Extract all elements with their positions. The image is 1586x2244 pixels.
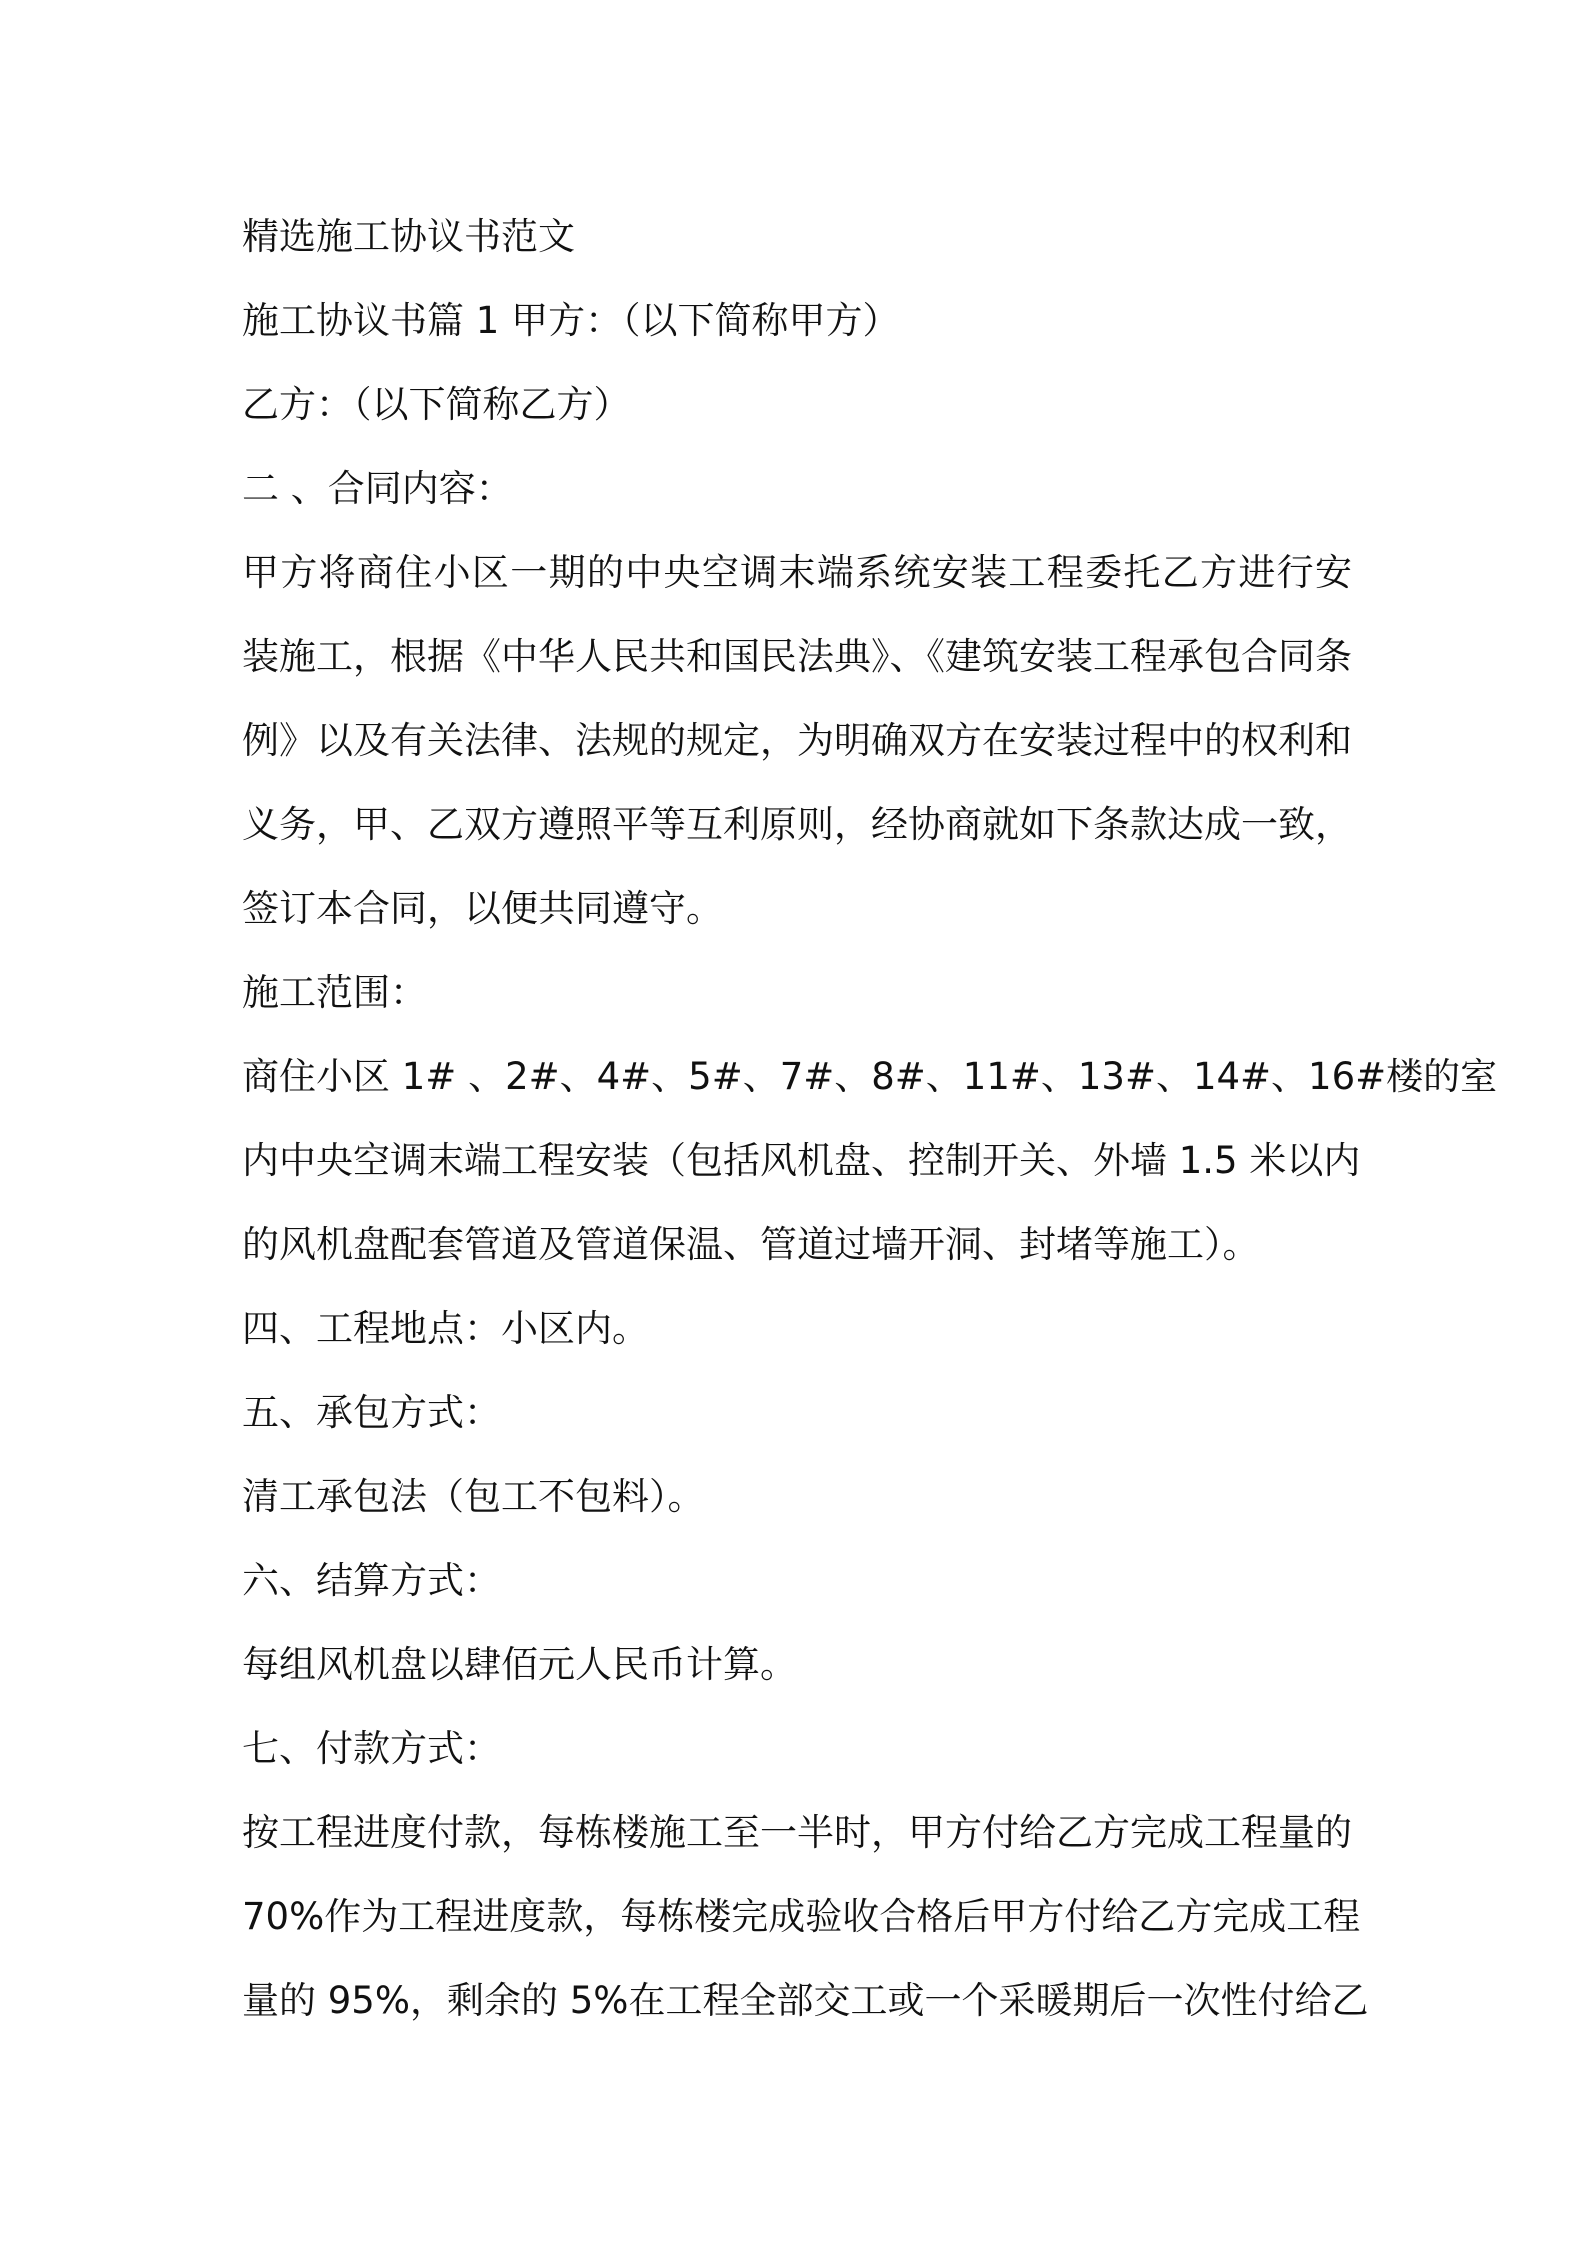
section-heading: 五、承包方式： [242,1391,501,1434]
paragraph-line: 清工承包法（包工不包料）。 [242,1475,705,1518]
section-heading: 二 、合同内容： [242,467,513,510]
paragraph-line: 甲方将商住小区一期的中央空调末端系统安装工程委托乙方进行安 [242,551,1352,594]
paragraph-line: 装施工，根据《中华人民共和国民法典》、《建筑安装工程承包合同条 [242,635,1352,678]
paragraph-line: 商住小区 1# 、2#、4#、5#、7#、8#、11#、13#、14#、16#楼的室 [242,1055,1498,1098]
paragraph-line: 按工程进度付款，每栋楼施工至一半时，甲方付给乙方完成工程量的 [242,1811,1352,1854]
paragraph-line: 施工协议书篇 1 甲方：（以下简称甲方） [242,299,900,342]
paragraph-line: 义务，甲、乙双方遵照平等互利原则，经协商就如下条款达成一致， [242,803,1352,846]
section-heading: 七、付款方式： [242,1727,501,1770]
paragraph-line: 70%作为工程进度款，每栋楼完成验收合格后甲方付给乙方完成工程 [242,1895,1361,1938]
paragraph-line: 每组风机盘以肆佰元人民币计算。 [242,1643,797,1686]
paragraph-line: 乙方：（以下简称乙方） [242,383,631,426]
section-heading: 六、结算方式： [242,1559,501,1602]
document-page [242,195,1498,2043]
paragraph-line: 内中央空调末端工程安装（包括风机盘、控制开关、外墙 1.5 米以内 [242,1139,1361,1182]
paragraph-line: 例》以及有关法律、法规的规定，为明确双方在安装过程中的权利和 [242,719,1352,762]
paragraph-line: 的风机盘配套管道及管道保温、管道过墙开洞、封堵等施工）。 [242,1223,1260,1266]
document-title: 精选施工协议书范文 [242,215,575,258]
section-heading: 施工范围： [242,971,427,1014]
paragraph-line: 签订本合同，以便共同遵守。 [242,887,723,930]
paragraph-line: 量的 95%，剩余的 5%在工程全部交工或一个采暖期后一次性付给乙 [242,1979,1369,2022]
section-heading: 四、工程地点：小区内。 [242,1307,649,1350]
